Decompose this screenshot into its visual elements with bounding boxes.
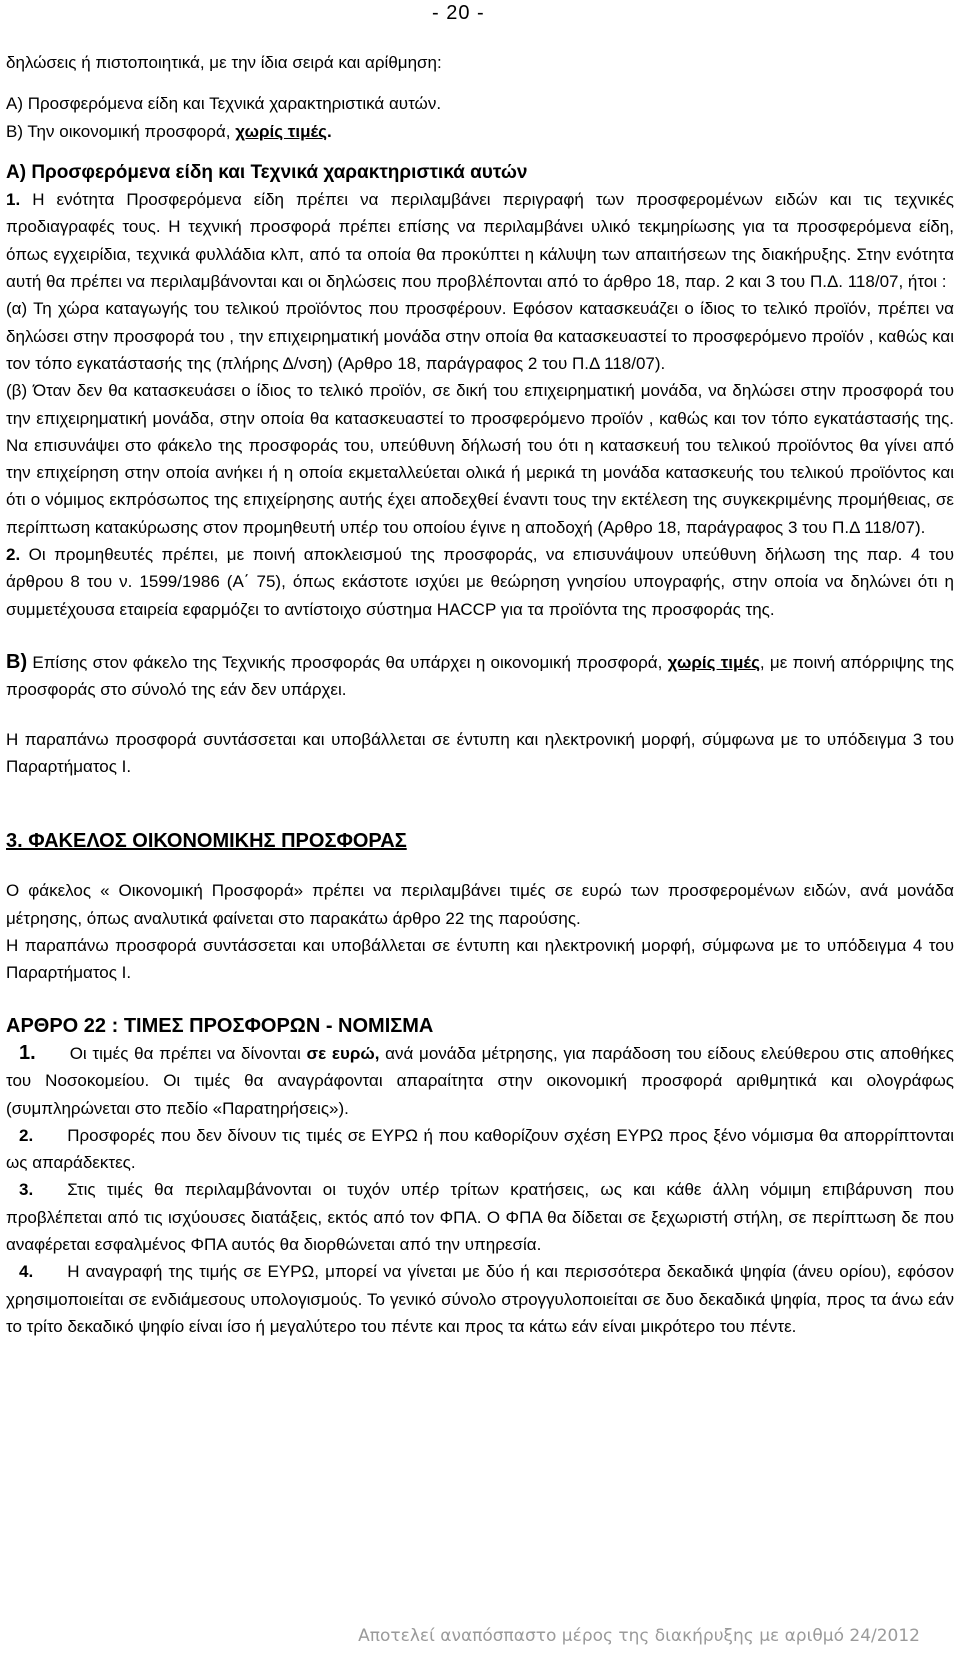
article-item-3: 3. Στις τιμές θα περιλαμβάνονται οι τυχόν υπέρ τρίτων κρατήσεις, ως και κάθε άλλη νόμιμη επιβάρυνση που προβλέπεται από τις ισχύουσες διατάξεις, εκτός από τον ΦΠΑ. Ο ΦΠΑ θα δίδεται σε ξεχωριστή στήλη, σε περίπτωση δε που αναφέρεται εσφαλμένος ΦΠΑ αυτός θα διορθώνεται από την υπηρεσία.	[6, 1180, 954, 1254]
page-number: - 20 -	[432, 2, 485, 24]
underlined-emphasis: χωρίς τιμές	[667, 652, 760, 672]
article-22-heading: ΑΡΘΡΟ 22 : ΤΙΜΕΣ ΠΡΟΣΦΟΡΩΝ - ΝΟΜΙΣΜΑ	[6, 1014, 434, 1037]
underlined-emphasis: χωρίς τιμές	[235, 121, 328, 141]
paragraph-b-submission: Η παραπάνω προσφορά συντάσσεται και υποβάλλεται σε έντυπη και ηλεκτρονική μορφή, σύμφωνα με το υπόδειγμα 3 του Παραρτήματος Ι.	[6, 729, 954, 776]
paragraph-b: Β) Επίσης στον φάκελο της Τεχνικής προσφοράς θα υπάρχει η οικονομική προσφορά, χωρίς τιμές, με ποινή απόρριψης της προσφοράς στο σύνολό της εάν δεν υπάρχει.	[6, 650, 954, 700]
article-item-1: 1. Οι τιμές θα πρέπει να δίνονται σε ευρώ, ανά μονάδα μέτρησης, για παράδοση του είδους ελεύθερου στις αποθήκες του Νοσοκομείου. Οι τιμές θα αναγράφονται απαραίτητα στην οικονομική προσφορά αριθμητικά και ολογράφως (συμπληρώνεται στο πεδίο «Παρατηρήσεις»).	[6, 1041, 954, 1118]
page-footer: Αποτελεί αναπόσπαστο μέρος της διακήρυξης με αριθμό 24/2012	[358, 1626, 920, 1646]
intro-text: δηλώσεις ή πιστοποιητικά, με την ίδια σειρά και αρίθμηση:	[6, 53, 442, 72]
section-3-heading: 3. ΦΑΚΕΛΟΣ ΟΙΚΟΝΟΜΙΚΗΣ ΠΡΟΣΦΟΡΑΣ	[6, 830, 407, 853]
document-body	[6, 49, 954, 1340]
paragraph-1: 1. Η ενότητα Προσφερόμενα είδη πρέπει να περιλαμβάνει περιγραφή των προσφερομένων ειδών και τις τεχνικές προδιαγραφές τους. Η τεχνική προσφορά πρέπει επίσης να περιλαμβάνει υλικό τεκμηρίωσης για τα προσφερόμενα είδη, όπως εγχειρίδια, τεχνικά φυλλάδια κλπ, από τα οποία θα προκύπτει η κάλυψη των απαιτήσεων της διακήρυξης. Στην ενότητα αυτή θα πρέπει να περιλαμβάνονται και οι δηλώσεις που προβλέπονται από το άρθρο 18, παρ. 2 και 3 του Π.Δ. 118/07, ήτοι :	[6, 190, 954, 292]
section-3-paragraph-1: Ο φάκελος « Οικονομική Προσφορά» πρέπει να περιλαμβάνει τιμές σε ευρώ των προσφερομένων ειδών, ανά μονάδα μέτρησης, όπως αναλυτικά φαίνεται στο παρακάτω άρθρο 22 της παρούσης.	[6, 881, 954, 928]
list-item-b: Β) Την οικονομική προσφορά, χωρίς τιμές.	[6, 121, 332, 141]
article-item-2: 2. Προσφορές που δεν δίνουν τις τιμές σε ΕΥΡΩ ή που καθορίζουν σχέση ΕΥΡΩ προς ξένο νόμισμα θα απορρίπτονται ως απαράδεκτες.	[6, 1125, 954, 1173]
paragraph-beta: (β) Όταν δεν θα κατασκευάσει ο ίδιος το τελικό προϊόν, σε δική του επιχειρηματική μονάδα, να δηλώσει στην προσφορά του την επιχειρηματική μονάδα, στην οποία θα κατασκευαστεί το προσφερόμενο προϊόν , καθώς και τον τόπο εγκατάστασής της. Να επισυνάψει στο φάκελο της προσφοράς του, υπεύθυνη δήλωσή του ότι η κατασκευή του τελικού προϊόντος θα γίνει από την επιχείρηση στην οποία ανήκει ή η οποία εκμεταλλεύεται ολικά ή μερικά τη μονάδα κατασκευής του τελικού προϊόντος και ότι ο νόμιμος εκπρόσωπος της επιχείρησης αυτής έχει αποδεχθεί έναντι τους την εκτέλεση της συγκεκριμένης προμήθειας, σε περίπτωση κατακύρωσης στον προμηθευτή υπέρ του οποίου έγινε η αποδοχή (Αρθρο 18, παράγραφος 3 του Π.Δ 118/07).	[6, 381, 954, 537]
section-a-heading: Α) Προσφερόμενα είδη και Τεχνικά χαρακτηριστικά αυτών	[6, 161, 528, 183]
article-item-4: 4. Η αναγραφή της τιμής σε ΕΥΡΩ, μπορεί να γίνεται με δύο ή και περισσότερα δεκαδικά ψηφία (άνευ ορίου), εφόσον χρησιμοποιείται σε ενδιάμεσους υπολογισμούς. Το γενικό σύνολο στρογγυλοποιείται σε δυο δεκαδικά ψηφία, προς τα άνω εάν το τρίτο δεκαδικό ψηφίο είναι ίσο ή μεγαλύτερο του πέντε και προς τα κάτω εάν είναι μικρότερο του πέντε.	[6, 1262, 954, 1336]
paragraph-alpha: (α) Τη χώρα καταγωγής του τελικού προϊόντος που προσφέρουν. Εφόσον κατασκευάζει ο ίδιος το τελικό προϊόν, πρέπει να δηλώσει στην προσφορά του , την επιχειρηματική μονάδα στην οποία θα κατασκευαστεί το προσφερόμενο προϊόν , καθώς και τον τόπο εγκατάστασής της (πλήρης Δ/νση) (Αρθρο 18, παράγραφος 2 του Π.Δ 118/07).	[6, 299, 954, 373]
section-3-paragraph-2: Η παραπάνω προσφορά συντάσσεται και υποβάλλεται σε έντυπη και ηλεκτρονική μορφή, σύμφωνα με το υπόδειγμα 4 του Παραρτήματος Ι.	[6, 936, 954, 983]
paragraph-2: 2. Οι προμηθευτές πρέπει, με ποινή αποκλεισμού της προσφοράς, να επισυνάψουν υπεύθυνη δήλωση της παρ. 4 του άρθρου 8 του ν. 1599/1986 (Α΄ 75), όπως εκάστοτε ισχύει με θεώρηση γνησίου υπογραφής, στην οποία να δηλώνει ότι η συμμετέχουσα εταιρεία εφαρμόζει το αντίστοιχο σύστημα HACCP για τα προϊόντα της προσφοράς της.	[6, 545, 954, 619]
list-item-a: Α) Προσφερόμενα είδη και Τεχνικά χαρακτηριστικά αυτών.	[6, 94, 442, 114]
